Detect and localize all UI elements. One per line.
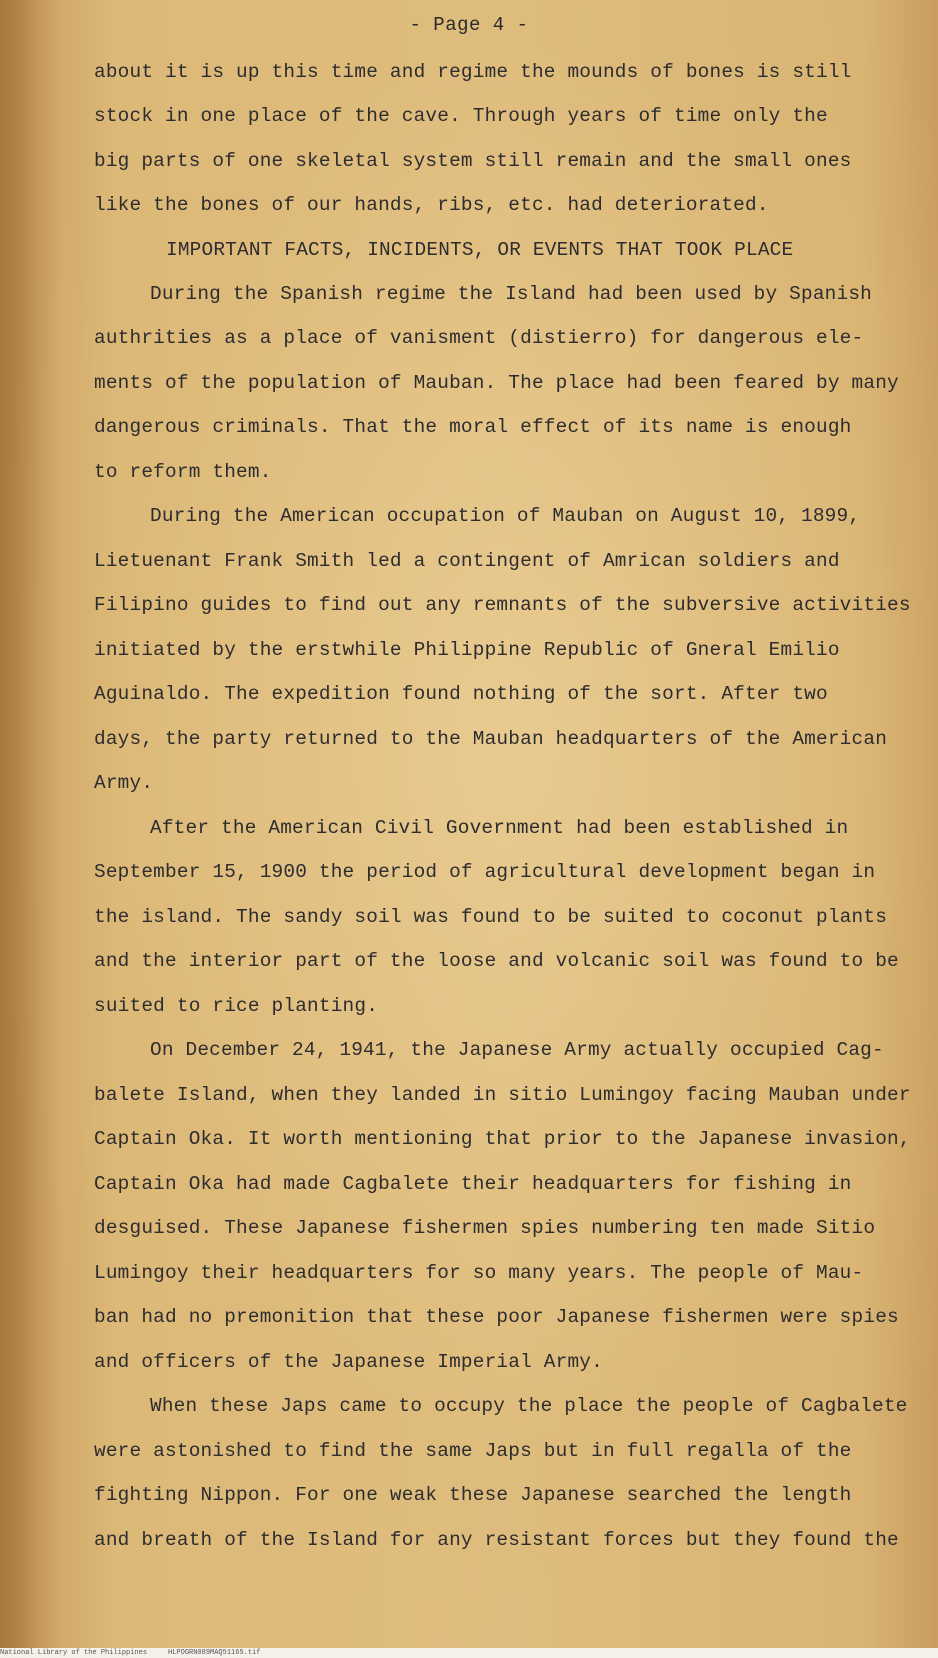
text-line: stock in one place of the cave. Through years of time only the	[94, 105, 828, 127]
text-line: were astonished to find the same Japs but in full regalla of the	[94, 1440, 852, 1462]
text-line: and officers of the Japanese Imperial Army.	[94, 1351, 603, 1373]
binding-shadow	[0, 0, 60, 1648]
text-line: about it is up this time and regime the mounds of bones is still	[94, 61, 852, 83]
text-line: ban had no premonition that these poor Japanese fishermen were spies	[94, 1306, 899, 1328]
section-heading: IMPORTANT FACTS, INCIDENTS, OR EVENTS THAT TOOK PLACE	[166, 239, 794, 261]
text-line: days, the party returned to the Mauban headquarters of the American	[94, 728, 888, 750]
text-line: balete Island, when they landed in sitio Lumingoy facing Mauban under	[94, 1084, 911, 1106]
text-line: Lietuenant Frank Smith led a contingent of Amrican soldiers and	[94, 550, 840, 572]
text-line: and the interior part of the loose and volcanic soil was found to be	[94, 950, 899, 972]
text-line: to reform them.	[94, 461, 272, 483]
text-line: During the Spanish regime the Island had been used by Spanish	[150, 283, 873, 305]
text-line: and breath of the Island for any resistant forces but they found the	[94, 1529, 899, 1551]
page-number-header: - Page 4 -	[409, 14, 529, 36]
text-line: Captain Oka had made Cagbalete their headquarters for fishing in	[94, 1173, 852, 1195]
text-line: ments of the population of Mauban. The place had been feared by many	[94, 372, 899, 394]
text-line: On December 24, 1941, the Japanese Army actually occupied Cag-	[150, 1039, 884, 1061]
text-line: like the bones of our hands, ribs, etc. had deteriorated.	[94, 194, 769, 216]
text-line: Lumingoy their headquarters for so many years. The people of Mau-	[94, 1262, 864, 1284]
text-line: fighting Nippon. For one weak these Japanese searched the length	[94, 1484, 852, 1506]
text-line: Filipino guides to find out any remnants of the subversive activities	[94, 594, 911, 616]
scan-footer: National Library of the Philippines HLPOGRN089MAQ51165.tif	[0, 1648, 938, 1658]
text-line: dangerous criminals. That the moral effect of its name is enough	[94, 416, 852, 438]
text-line: the island. The sandy soil was found to be suited to coconut plants	[94, 906, 888, 928]
text-line: suited to rice planting.	[94, 995, 379, 1017]
text-line: desguised. These Japanese fishermen spies numbering ten made Sitio	[94, 1217, 876, 1239]
text-line: initiated by the erstwhile Philippine Republic of Gneral Emilio	[94, 639, 840, 661]
text-line: authrities as a place of vanisment (distierro) for dangerous ele-	[94, 327, 864, 349]
text-line: big parts of one skeletal system still remain and the small ones	[94, 150, 852, 172]
text-line: Captain Oka. It worth mentioning that prior to the Japanese invasion,	[94, 1128, 911, 1150]
text-line: After the American Civil Government had been established in	[150, 817, 849, 839]
text-line: Army.	[94, 772, 154, 794]
text-line: When these Japs came to occupy the place the people of Cagbalete	[150, 1395, 908, 1417]
text-line: Aguinaldo. The expedition found nothing of the sort. After two	[94, 683, 828, 705]
text-line: September 15, 1900 the period of agricultural development began in	[94, 861, 876, 883]
text-line: During the American occupation of Mauban on August 10, 1899,	[150, 505, 861, 527]
